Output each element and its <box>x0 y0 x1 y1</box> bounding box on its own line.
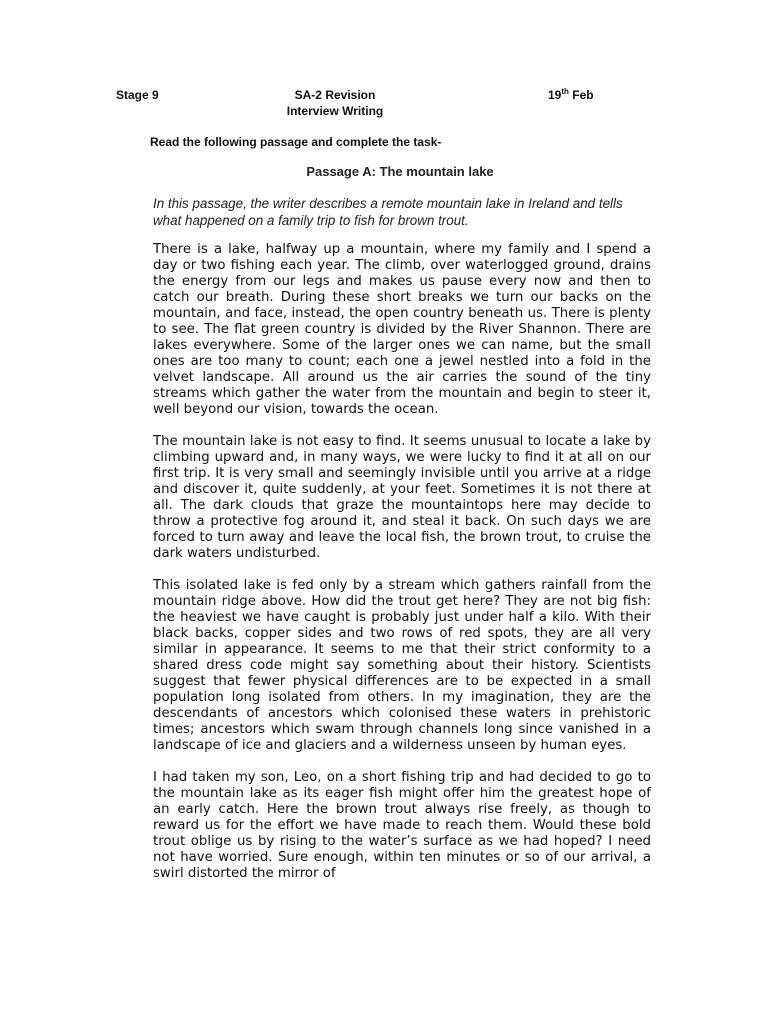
passage-intro: In this passage, the writer describes a remote mountain lake in Ireland and tells what happened on a family trip to fish for brown trout. <box>153 196 623 228</box>
paragraph-1: There is a lake, halfway up a mountain, where my family and I spend a day or two fishing each year. The climb, over waterlogged ground, drains the energy from our legs and makes us pause every now and then to catch our breath. During these short breaks we turn our backs on the mountain, and face, instead, the open country beneath us. There is plenty to see. The flat green country is divided by the River Shannon. There are lakes everywhere. Some of the larger ones we can name, but the small ones are too many to count; each one a jewel nestled into a fold in the velvet landscape. All around us the air carries the sound of the tiny streams which gather the water from the mountain and begin to steer it, well beyond our vision, towards the ocean. <box>153 242 651 417</box>
revision-subtitle: Interview Writing <box>286 104 384 118</box>
passage-body <box>153 242 651 898</box>
date-day: 19 <box>548 88 562 102</box>
revision-title: SA-2 Revision <box>294 88 376 102</box>
stage-label: Stage 9 <box>116 88 159 102</box>
paragraph-4: I had taken my son, Leo, on a short fishing trip and had decided to go to the mountain lake as its eager fish might offer him the greatest hope of an early catch. Here the brown trout always rise freely, as though to reward us for the effort we have made to reach them. Would these bold trout oblige us by rising to the water’s surface as we had hoped? I need not have worried. Sure enough, within ten minutes or so of our arrival, a swirl distorted the mirror of <box>153 770 651 881</box>
task-instruction: Read the following passage and complete the task- <box>150 135 442 149</box>
paragraph-3: This isolated lake is fed only by a stream which gathers rainfall from the mountain ridge above. How did the trout get here? They are not big fish: the heaviest we have caught is probably just under half a kilo. With their black backs, copper sides and two rows of red spots, they are all very similar in appearance. It seems to me that their strict conformity to a shared dress code might say something about their history. Scientists suggest that fewer physical differences are to be expected in a small population long isolated from others. In my imagination, they are the descendants of ancestors which colonised these waters in prehistoric times; ancestors which swam through channels long since vanished in a landscape of ice and glaciers and a wilderness unseen by human eyes. <box>153 578 651 753</box>
date-suffix: th <box>561 87 569 96</box>
date-label <box>548 87 594 103</box>
passage-title: Passage A: The mountain lake <box>306 164 494 179</box>
date-month: Feb <box>572 88 594 102</box>
revision-heading <box>260 87 410 119</box>
paragraph-2: The mountain lake is not easy to find. It seems unusual to locate a lake by climbing upward and, in many ways, we were lucky to find it at all on our first trip. It is very small and seemingly invisible until you arrive at a ridge and discover it, quite suddenly, at your feet. Sometimes it is not there at all. The dark clouds that graze the mountaintops here may decide to throw a protective fog around it, and steal it back. On such days we are forced to turn away and leave the local fish, the brown trout, to cruise the dark waters undisturbed. <box>153 434 651 561</box>
